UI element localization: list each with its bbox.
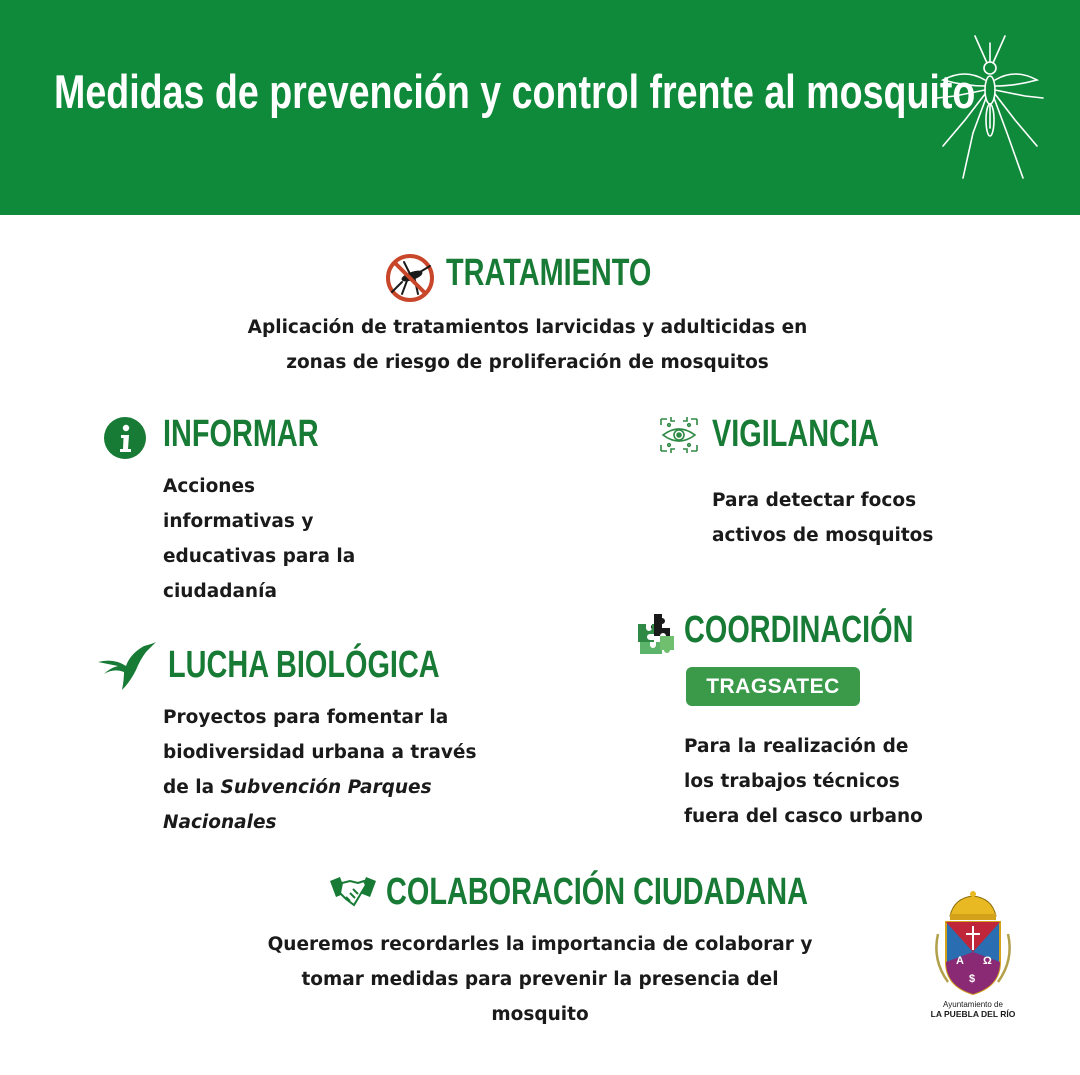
coordinacion-text — [684, 729, 974, 834]
informar-line: Acciones — [163, 476, 256, 497]
colaboracion-line: mosquito — [491, 1004, 589, 1025]
colaboracion-line: tomar medidas para prevenir la presencia del — [301, 969, 779, 990]
crest-caption — [926, 1000, 1020, 1019]
coordinacion-line: fuera del casco urbano — [684, 806, 923, 827]
tratamiento-text — [190, 310, 865, 380]
lucha-line-prefix: de la — [163, 777, 221, 798]
crest-caption-line2: LA PUEBLA DEL RÍO — [930, 1009, 1016, 1019]
lucha-line: Proyectos para fomentar la — [163, 707, 449, 728]
puzzle-icon — [636, 612, 678, 656]
informar-heading: INFORMAR — [163, 413, 319, 455]
page-title: Medidas de prevención y control frente al mosquito — [54, 65, 976, 118]
crest-letter-s: $ — [969, 973, 976, 985]
informar-line: ciudadanía — [163, 581, 277, 602]
tratamiento-heading: TRATAMIENTO — [446, 252, 652, 294]
vigilancia-text — [712, 483, 992, 553]
informar-text — [163, 469, 423, 609]
lucha-text — [163, 700, 523, 840]
tratamiento-line: Aplicación de tratamientos larvicidas y adulticidas en — [247, 317, 808, 338]
lucha-heading: LUCHA BIOLÓGICA — [168, 644, 440, 686]
coordinacion-line: Para la realización de — [684, 736, 909, 757]
coordinacion-line: los trabajos técnicos — [684, 771, 900, 792]
tragsatec-badge: TRAGSATEC — [686, 667, 860, 706]
handshake-icon — [328, 871, 378, 915]
lucha-line: biodiversidad urbana a través — [163, 742, 477, 763]
subvencion-italic: Subvención Parques — [220, 777, 432, 798]
crest-letter-omega: Ω — [983, 955, 992, 967]
eye-scan-icon — [657, 413, 701, 457]
crest-caption-line1: Ayuntamiento de — [943, 1000, 1003, 1009]
info-icon — [103, 416, 147, 460]
vigilancia-heading: VIGILANCIA — [712, 413, 879, 455]
nacionales-italic: Nacionales — [163, 812, 277, 833]
colaboracion-line: Queremos recordarles la importancia de colaborar y — [267, 934, 813, 955]
mosquito-icon — [935, 28, 1045, 183]
lucha-line — [163, 770, 523, 805]
vigilancia-line: activos de mosquitos — [712, 525, 934, 546]
swallow-bird-icon — [96, 640, 158, 692]
colaboracion-heading: COLABORACIÓN CIUDADANA — [386, 871, 808, 913]
no-mosquito-icon — [384, 252, 436, 304]
crest-letter-a: A — [956, 955, 964, 967]
tratamiento-line: zonas de riesgo de proliferación de mosquitos — [286, 352, 769, 373]
coat-of-arms-icon — [930, 890, 1016, 998]
vigilancia-line: Para detectar focos — [712, 490, 917, 511]
informar-line: informativas y — [163, 511, 314, 532]
informar-line: educativas para la — [163, 546, 356, 567]
coordinacion-heading: COORDINACIÓN — [684, 609, 914, 651]
header-banner — [0, 0, 1080, 215]
colaboracion-text — [230, 927, 850, 1032]
